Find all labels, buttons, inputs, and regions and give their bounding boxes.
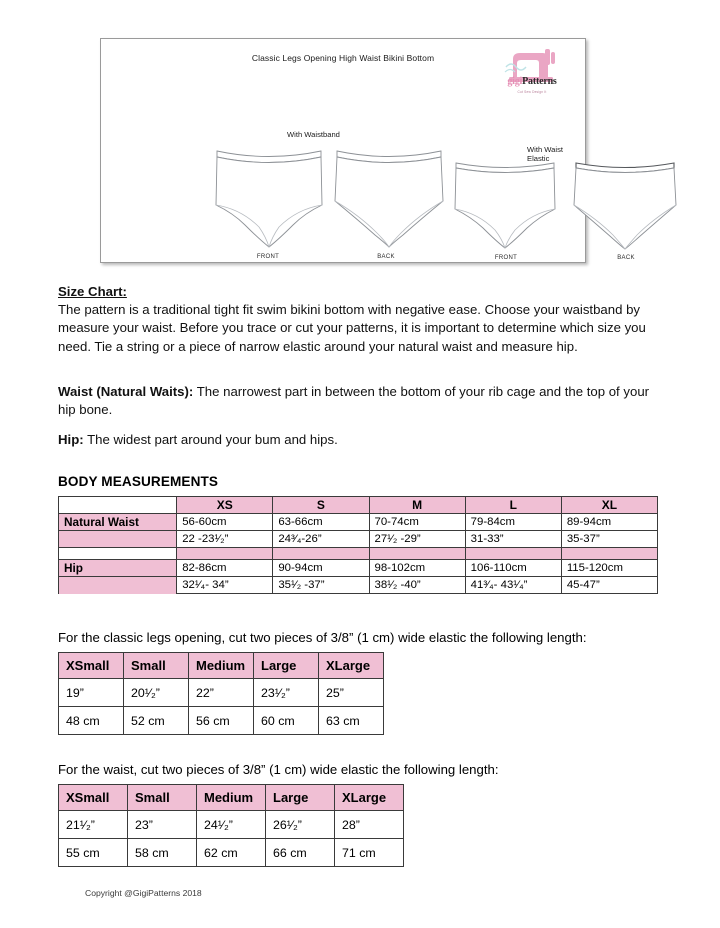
natural-waist-cm-s: 63-66cm xyxy=(273,514,369,531)
table-row xyxy=(59,839,404,867)
legs-elastic-table xyxy=(58,652,384,735)
hip-term: Hip: xyxy=(58,432,84,447)
hip-cm-s: 90-94cm xyxy=(273,560,369,577)
body-measurements-table xyxy=(58,496,658,594)
hip-in-l: 41³⁄₄- 43¹⁄₄” xyxy=(465,577,561,594)
size-header-l: L xyxy=(465,497,561,514)
view-label-back-2: BACK xyxy=(617,255,635,261)
waist-elastic-table xyxy=(58,784,404,867)
illustration-panel xyxy=(100,38,635,263)
hip-in-m: 38¹⁄₂ -40” xyxy=(369,577,465,594)
waist-header-large: Large xyxy=(266,785,335,811)
size-header-xl: XL xyxy=(561,497,657,514)
waist-definition xyxy=(58,383,658,419)
label-with-waist-elastic: With Waist Elastic xyxy=(527,145,563,163)
waist-header-medium: Medium xyxy=(197,785,266,811)
waist-cm-medium: 62 cm xyxy=(197,839,266,867)
legs-cm-xsmall: 48 cm xyxy=(59,707,124,735)
natural-waist-in-m: 27¹⁄₂ -29” xyxy=(369,531,465,548)
legs-header-large: Large xyxy=(254,653,319,679)
size-header-m: M xyxy=(369,497,465,514)
view-label-back-1: BACK xyxy=(377,254,395,260)
gigipatterns-logo xyxy=(491,47,573,94)
view-label-front-2: FRONT xyxy=(494,255,518,261)
legs-cm-xlarge: 63 cm xyxy=(319,707,384,735)
size-header-xs: XS xyxy=(177,497,273,514)
legs-header-xlarge: XLarge xyxy=(319,653,384,679)
size-chart-heading: Size Chart: xyxy=(58,284,127,299)
body-measurements-heading: BODY MEASUREMENTS xyxy=(58,474,219,489)
natural-waist-in-xs: 22 -23¹⁄₂” xyxy=(177,531,273,548)
spacer-cell-m xyxy=(369,548,465,560)
table-row xyxy=(59,811,404,839)
logo-wordmark xyxy=(491,76,573,87)
copyright-notice: Copyright @GigiPatterns 2018 xyxy=(85,888,202,898)
legs-cm-medium: 56 cm xyxy=(189,707,254,735)
natural-waist-cm-xs: 56-60cm xyxy=(177,514,273,531)
garment-elastic-back xyxy=(569,157,681,253)
hip-definition-text: The widest part around your bum and hips. xyxy=(83,432,338,447)
legs-inch-xsmall: 19” xyxy=(59,679,124,707)
table-spacer-row xyxy=(59,548,658,560)
waist-inch-xsmall: 21¹⁄₂” xyxy=(59,811,128,839)
natural-waist-in-l: 31-33” xyxy=(465,531,561,548)
spacer-cell-label xyxy=(59,548,177,560)
table-row xyxy=(59,577,658,594)
row-label-natural-waist: Natural Waist xyxy=(59,514,177,531)
view-label-front-1: FRONT xyxy=(256,254,280,260)
legs-elastic-paragraph: For the classic legs opening, cut two pieces of 3/8” (1 cm) wide elastic the following length: xyxy=(58,630,587,645)
spacer-cell-s xyxy=(273,548,369,560)
garment-waistband-front xyxy=(209,143,329,253)
waist-inch-small: 23” xyxy=(128,811,197,839)
legs-header-medium: Medium xyxy=(189,653,254,679)
waist-cm-xsmall: 55 cm xyxy=(59,839,128,867)
legs-inch-large: 23¹⁄₂” xyxy=(254,679,319,707)
natural-waist-cm-l: 79-84cm xyxy=(465,514,561,531)
waist-cm-large: 66 cm xyxy=(266,839,335,867)
table-header-row xyxy=(59,653,384,679)
size-header-s: S xyxy=(273,497,369,514)
table-row xyxy=(59,560,658,577)
waist-cm-small: 58 cm xyxy=(128,839,197,867)
label-with-waistband: With Waistband xyxy=(287,130,340,139)
waist-header-xsmall: XSmall xyxy=(59,785,128,811)
table-row xyxy=(59,531,658,548)
legs-cm-large: 60 cm xyxy=(254,707,319,735)
natural-waist-in-s: 24³⁄₄-26” xyxy=(273,531,369,548)
natural-waist-in-xl: 35-37” xyxy=(561,531,657,548)
size-chart-paragraph: The pattern is a traditional tight fit swim bikini bottom with negative ease. Choose your waistband by measure your waist. Before you trace or cut your patterns, it is important to determine which size you need. Tie a string or a piece of narrow elastic around your natural waist and measure hip. xyxy=(58,302,646,354)
table-row xyxy=(59,679,384,707)
garment-elastic-front xyxy=(449,157,561,253)
hip-in-xs: 32¹⁄₄- 34” xyxy=(177,577,273,594)
hip-definition xyxy=(58,431,658,449)
hip-cm-l: 106-110cm xyxy=(465,560,561,577)
table-row xyxy=(59,707,384,735)
legs-cm-small: 52 cm xyxy=(124,707,189,735)
legs-inch-medium: 22” xyxy=(189,679,254,707)
natural-waist-cm-m: 70-74cm xyxy=(369,514,465,531)
waist-elastic-paragraph: For the waist, cut two pieces of 3/8” (1 cm) wide elastic the following length: xyxy=(58,762,499,777)
waist-definition-text: The narrowest part in between the bottom of your rib cage and the top of your hip bone. xyxy=(58,384,650,418)
hip-in-s: 35¹⁄₂ -37” xyxy=(273,577,369,594)
natural-waist-cm-xl: 89-94cm xyxy=(561,514,657,531)
row-label-hip-inches xyxy=(59,577,177,594)
logo-gigi: gigi xyxy=(507,76,523,87)
waist-header-small: Small xyxy=(128,785,197,811)
legs-inch-xlarge: 25” xyxy=(319,679,384,707)
illustration-title: Classic Legs Opening High Waist Bikini Bottom xyxy=(251,53,435,63)
legs-header-small: Small xyxy=(124,653,189,679)
spacer-cell-xs xyxy=(177,548,273,560)
size-chart-section xyxy=(58,283,658,356)
waist-cm-xlarge: 71 cm xyxy=(335,839,404,867)
waist-inch-xlarge: 28” xyxy=(335,811,404,839)
row-label-hip: Hip xyxy=(59,560,177,577)
corner-cell xyxy=(59,497,177,514)
spacer-cell-l xyxy=(465,548,561,560)
table-header-row xyxy=(59,785,404,811)
legs-inch-small: 20¹⁄₂” xyxy=(124,679,189,707)
garment-waistband-back xyxy=(329,143,449,253)
spacer-cell-xl xyxy=(561,548,657,560)
hip-cm-xs: 82-86cm xyxy=(177,560,273,577)
hip-in-xl: 45-47” xyxy=(561,577,657,594)
waist-term: Waist (Natural Waits): xyxy=(58,384,194,399)
logo-patterns: Patterns xyxy=(522,76,557,87)
row-label-natural-waist-inches xyxy=(59,531,177,548)
legs-header-xsmall: XSmall xyxy=(59,653,124,679)
waist-inch-medium: 24¹⁄₂” xyxy=(197,811,266,839)
waist-inch-large: 26¹⁄₂” xyxy=(266,811,335,839)
table-row xyxy=(59,514,658,531)
table-header-row xyxy=(59,497,658,514)
hip-cm-m: 98-102cm xyxy=(369,560,465,577)
hip-cm-xl: 115-120cm xyxy=(561,560,657,577)
waist-header-xlarge: XLarge xyxy=(335,785,404,811)
logo-tagline: Cut Sew Design It xyxy=(517,90,547,94)
